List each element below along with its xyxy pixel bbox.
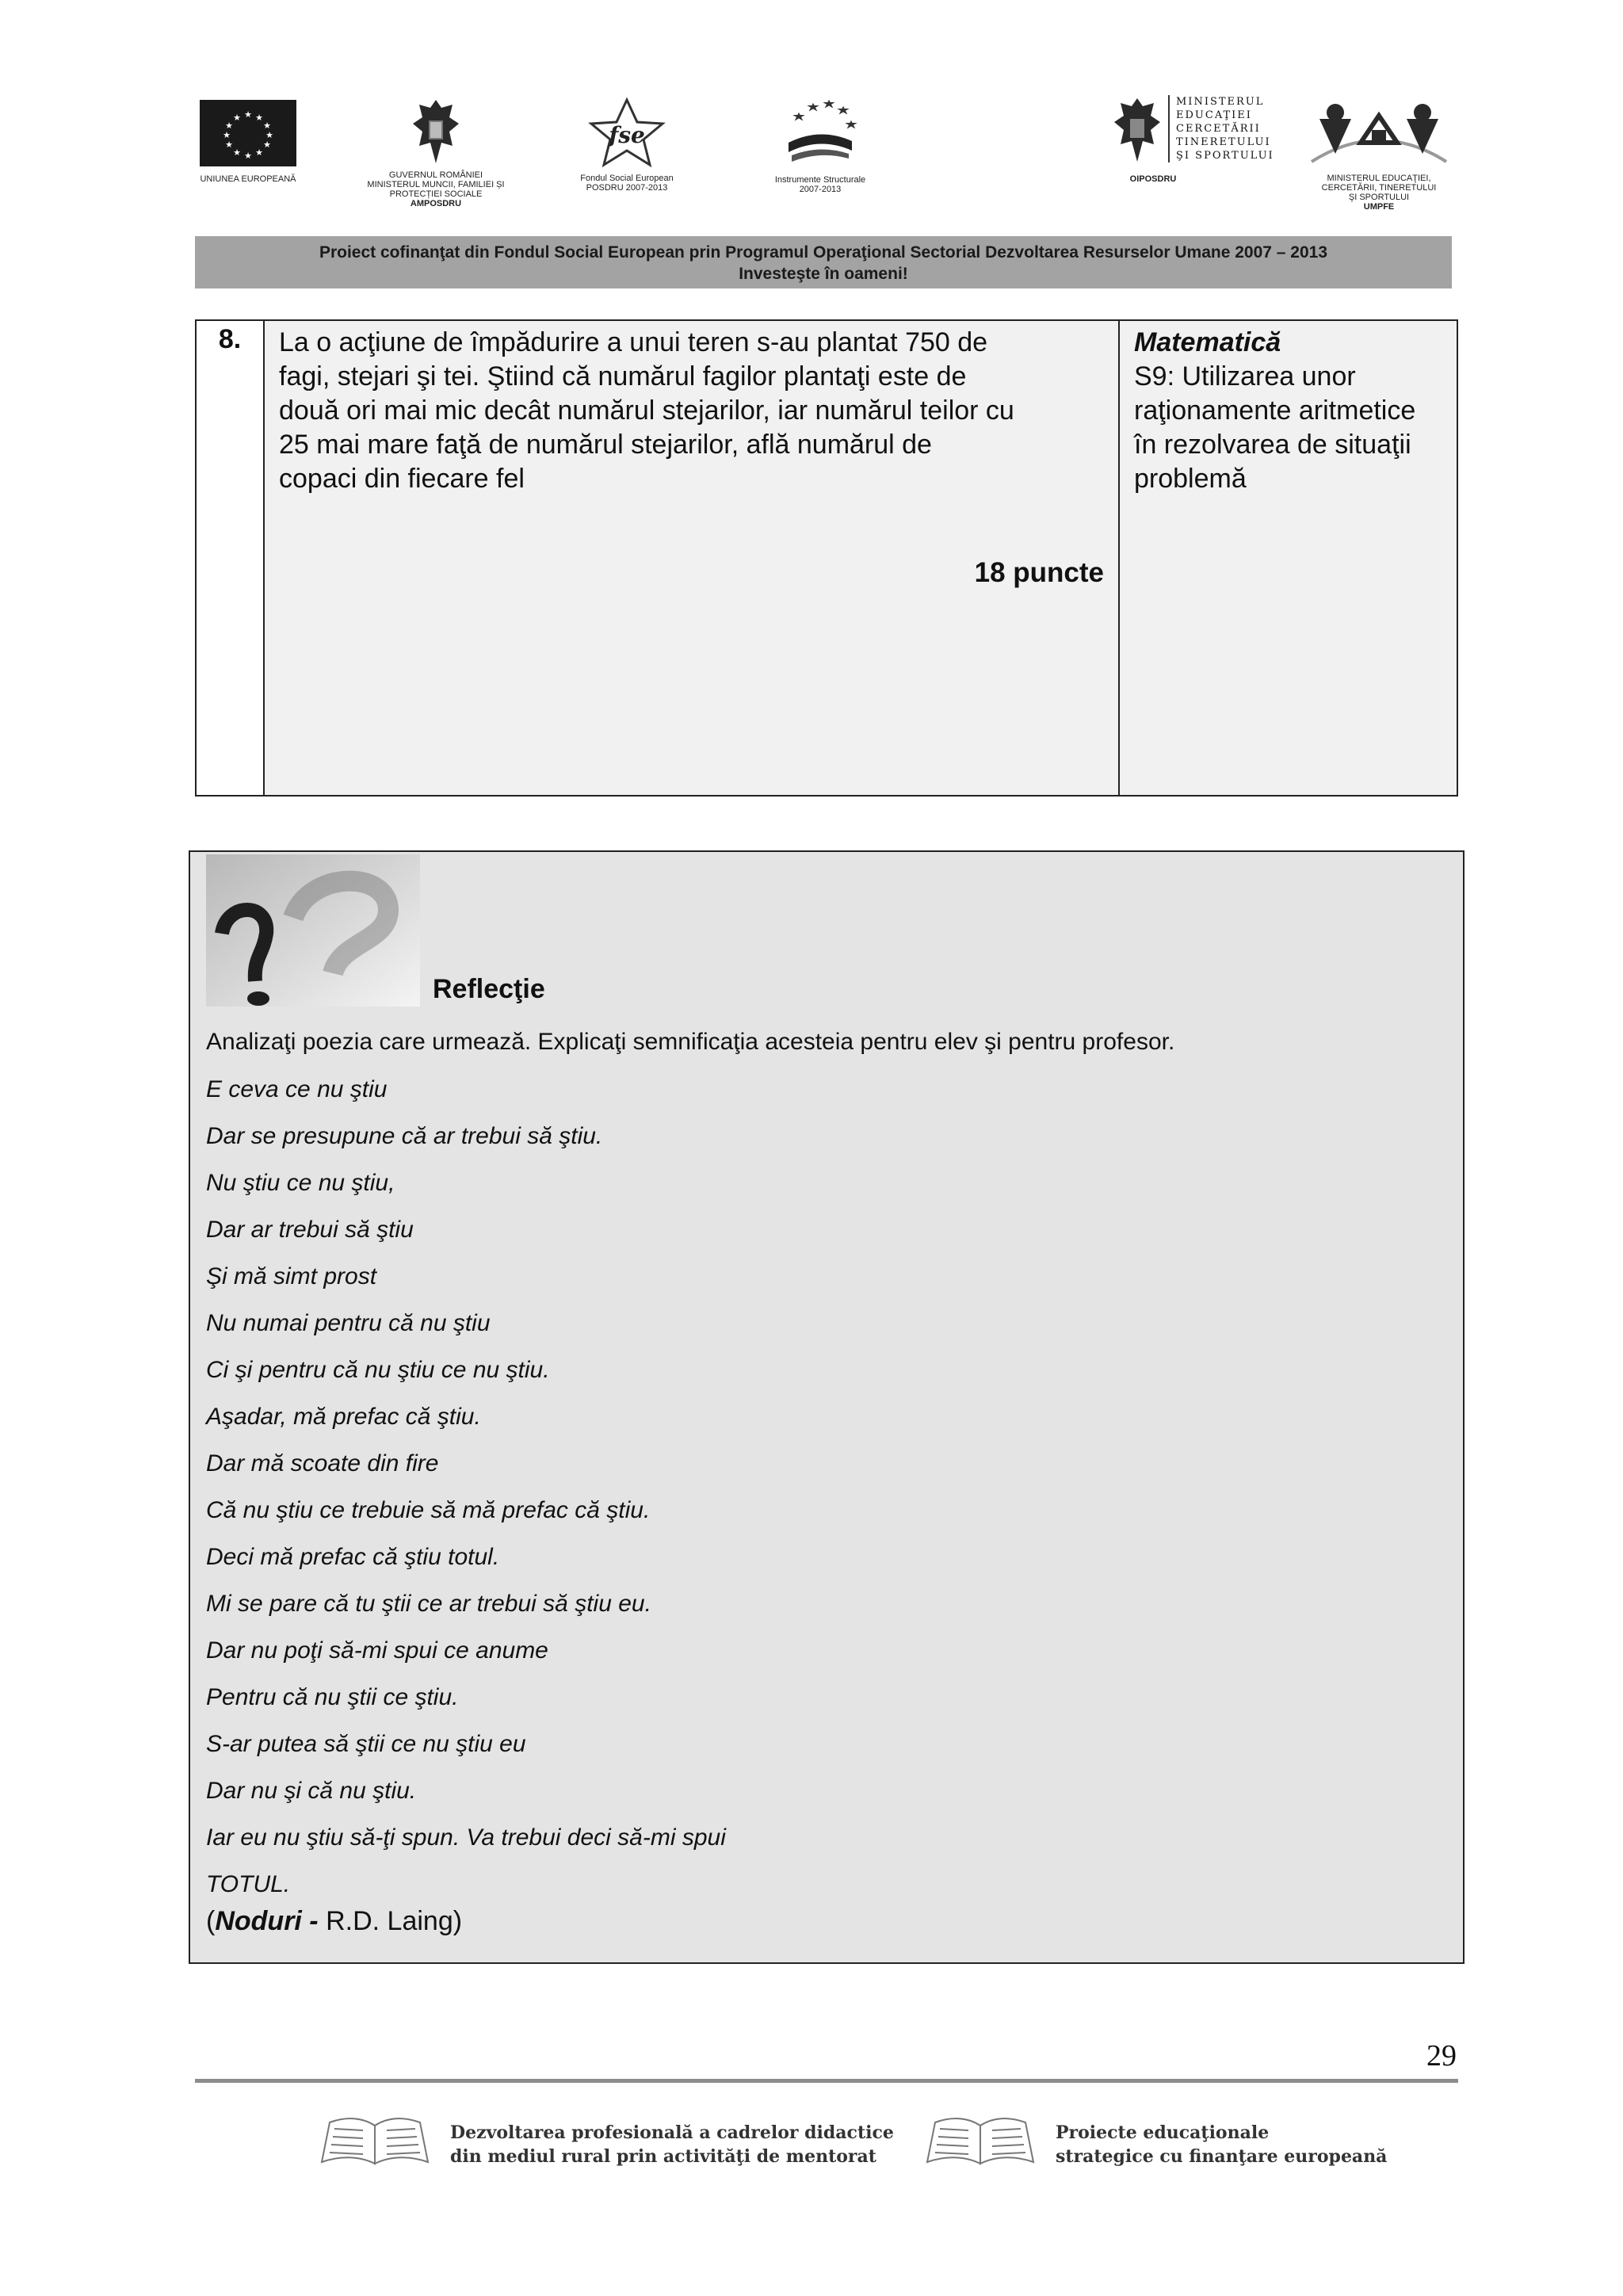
- fse-star-icon: [583, 95, 670, 170]
- subject-line: raţionamente aritmetice: [1134, 395, 1416, 426]
- instrumente-caption-1: Instrumente Structurale: [774, 175, 866, 185]
- subject-line: S9: Utilizarea unor: [1134, 361, 1356, 392]
- task-number: 8.: [197, 321, 265, 795]
- svg-text:★: ★: [255, 113, 263, 123]
- reflection-intro: Analizaţi poezia care urmează. Explicaţi semnificaţia acesteia pentru elev şi pentru profesor.: [206, 1029, 1175, 1055]
- fse-caption-1: Fondul Social European: [580, 174, 674, 183]
- fse-caption-2: POSDRU 2007-2013: [586, 183, 668, 193]
- ministry-crest-icon: [1109, 95, 1165, 171]
- footer-left-text: [450, 2121, 894, 2168]
- ministry-line-4: TINERETULUI: [1176, 136, 1271, 148]
- ministry-line-3: CERCETĂRII: [1176, 123, 1261, 135]
- task-table: [195, 319, 1458, 797]
- banner-line-2: Investeşte în oameni!: [739, 265, 908, 283]
- coat-of-arms-icon: [408, 97, 464, 166]
- open-book-icon: [315, 2111, 434, 2170]
- oiposdru-caption: OIPOSDRU: [1129, 174, 1177, 184]
- gov-caption-3: PROTECȚIEI SOCIALE: [389, 189, 483, 199]
- umpfe-caption-4: UMPFE: [1363, 202, 1395, 212]
- ministry-line-5: ŞI SPORTULUI: [1176, 150, 1274, 162]
- source-open: (: [206, 1906, 216, 1936]
- svg-text:★: ★: [223, 130, 231, 140]
- subject-title: Matematică: [1134, 327, 1281, 357]
- svg-text:fse: fse: [609, 122, 645, 148]
- poem-line: Iar eu nu ştiu să-ţi spun. Va trebui deci să-mi spui: [206, 1824, 726, 1851]
- poem: [206, 1075, 726, 1917]
- poem-line: Nu numai pentru că nu ştiu: [206, 1310, 491, 1336]
- footer-left-line-2: din mediul rural prin activităţi de mentorat: [450, 2146, 876, 2167]
- task-points: 18 puncte: [974, 557, 1104, 588]
- footer-rule: [195, 2079, 1458, 2083]
- gov-caption-2: MINISTERUL MUNCII, FAMILIEI ȘI: [367, 180, 505, 189]
- eu-logo: [193, 100, 303, 184]
- gov-caption-4: AMPOSDRU: [410, 199, 462, 208]
- page-number: 29: [1426, 2039, 1457, 2073]
- ministry-line-2: EDUCAŢIEI: [1176, 109, 1252, 121]
- poem-line: Dar mă scoate din fire: [206, 1450, 439, 1477]
- umpfe-caption-2: CERCETĂRII, TINERETULUI: [1321, 183, 1437, 193]
- banner-line-1: Proiect cofinanţat din Fondul Social European prin Programul Operaţional Sectorial Dezvoltarea Resurselor Umane 2007 – 2013: [319, 243, 1328, 262]
- svg-text:★: ★: [233, 113, 241, 123]
- fse-logo: [567, 95, 686, 193]
- instrumente-logo: [761, 95, 880, 194]
- svg-text:★: ★: [244, 109, 252, 120]
- reflection-box: [189, 850, 1465, 1964]
- svg-text:★: ★: [263, 120, 271, 131]
- source-author: R.D. Laing): [318, 1906, 463, 1936]
- question-mark-image: [206, 854, 420, 1007]
- svg-text:★: ★: [265, 130, 273, 140]
- poem-source: [206, 1906, 462, 1937]
- ministry-line-1: MINISTERUL: [1176, 96, 1265, 108]
- footer-right-text: [1056, 2121, 1387, 2168]
- task-line: La o acţiune de împădurire a unui teren s-au plantat 750 de: [279, 327, 988, 357]
- task-statement: [265, 321, 1120, 795]
- umpfe-logo: [1300, 95, 1458, 212]
- task-line: două ori mai mic decât numărul stejarilor, iar numărul teilor cu: [279, 395, 1014, 426]
- svg-text:★: ★: [244, 151, 252, 161]
- source-title: Noduri -: [215, 1906, 319, 1936]
- eu-caption: UNIUNEA EUROPEANĂ: [200, 174, 296, 184]
- poem-line: Dar ar trebui să ştiu: [206, 1217, 414, 1243]
- ministerul-educatiei-logo: [1109, 95, 1292, 184]
- umpfe-caption-3: ŞI SPORTULUI: [1348, 193, 1410, 202]
- subject-line: în rezolvarea de situaţii: [1134, 430, 1411, 460]
- subject-line: problemă: [1134, 464, 1247, 494]
- poem-line: Că nu ştiu ce trebuie să mă prefac că ştiu.: [206, 1497, 651, 1523]
- svg-text:★: ★: [225, 120, 233, 131]
- poem-line: Aşadar, mă prefac că ştiu.: [206, 1404, 481, 1430]
- svg-text:★: ★: [263, 139, 271, 150]
- poem-line: Şi mă simt prost: [206, 1263, 377, 1289]
- poem-line: Nu ştiu ce nu ştiu,: [206, 1170, 395, 1196]
- project-banner: [195, 236, 1452, 288]
- svg-text:★: ★: [225, 139, 233, 150]
- reflection-title: Reflecţie: [433, 974, 545, 1004]
- svg-text:★: ★: [255, 147, 263, 158]
- instrumente-caption-2: 2007-2013: [799, 185, 842, 194]
- task-line: fagi, stejari şi tei. Ştiind că numărul fagilor plantaţi este de: [279, 361, 967, 392]
- instrumente-icon: [781, 95, 860, 171]
- poem-line: Deci mă prefac că ştiu totul.: [206, 1544, 500, 1570]
- footer-right-line-1: Proiecte educaţionale: [1056, 2122, 1270, 2143]
- poem-line: Dar se presupune că ar trebui să ştiu.: [206, 1123, 603, 1149]
- poem-line: Ci şi pentru că nu ştiu ce nu ştiu.: [206, 1357, 550, 1383]
- eu-flag-icon: [200, 100, 296, 166]
- open-book-icon: [921, 2111, 1040, 2170]
- umpfe-people-icon: [1304, 95, 1454, 170]
- umpfe-caption-1: MINISTERUL EDUCAŢIEI,: [1327, 174, 1431, 183]
- poem-line: Dar nu şi că nu ştiu.: [206, 1778, 417, 1804]
- task-subject: [1120, 321, 1457, 795]
- poem-line: TOTUL.: [206, 1871, 291, 1897]
- poem-line: Dar nu poţi să-mi spui ce anume: [206, 1637, 548, 1664]
- footer-right-line-2: strategice cu finanţare europeană: [1056, 2146, 1388, 2167]
- gov-caption-1: GUVERNUL ROMÂNIEI: [388, 170, 483, 180]
- gov-romania-logo: [361, 97, 511, 208]
- task-line: 25 mai mare faţă de numărul stejarilor, află numărul de: [279, 430, 932, 460]
- svg-text:★: ★: [233, 147, 241, 158]
- poem-line: Pentru că nu ştii ce ştiu.: [206, 1684, 459, 1710]
- poem-line: E ceva ce nu ştiu: [206, 1076, 388, 1102]
- task-line: copaci din fiecare fel: [279, 464, 525, 494]
- footer-left-line-1: Dezvoltarea profesională a cadrelor didactice: [450, 2122, 894, 2143]
- poem-line: S-ar putea să ştii ce nu ştiu eu: [206, 1731, 526, 1757]
- poem-line: Mi se pare că tu ştii ce ar trebui să ştiu eu.: [206, 1591, 651, 1617]
